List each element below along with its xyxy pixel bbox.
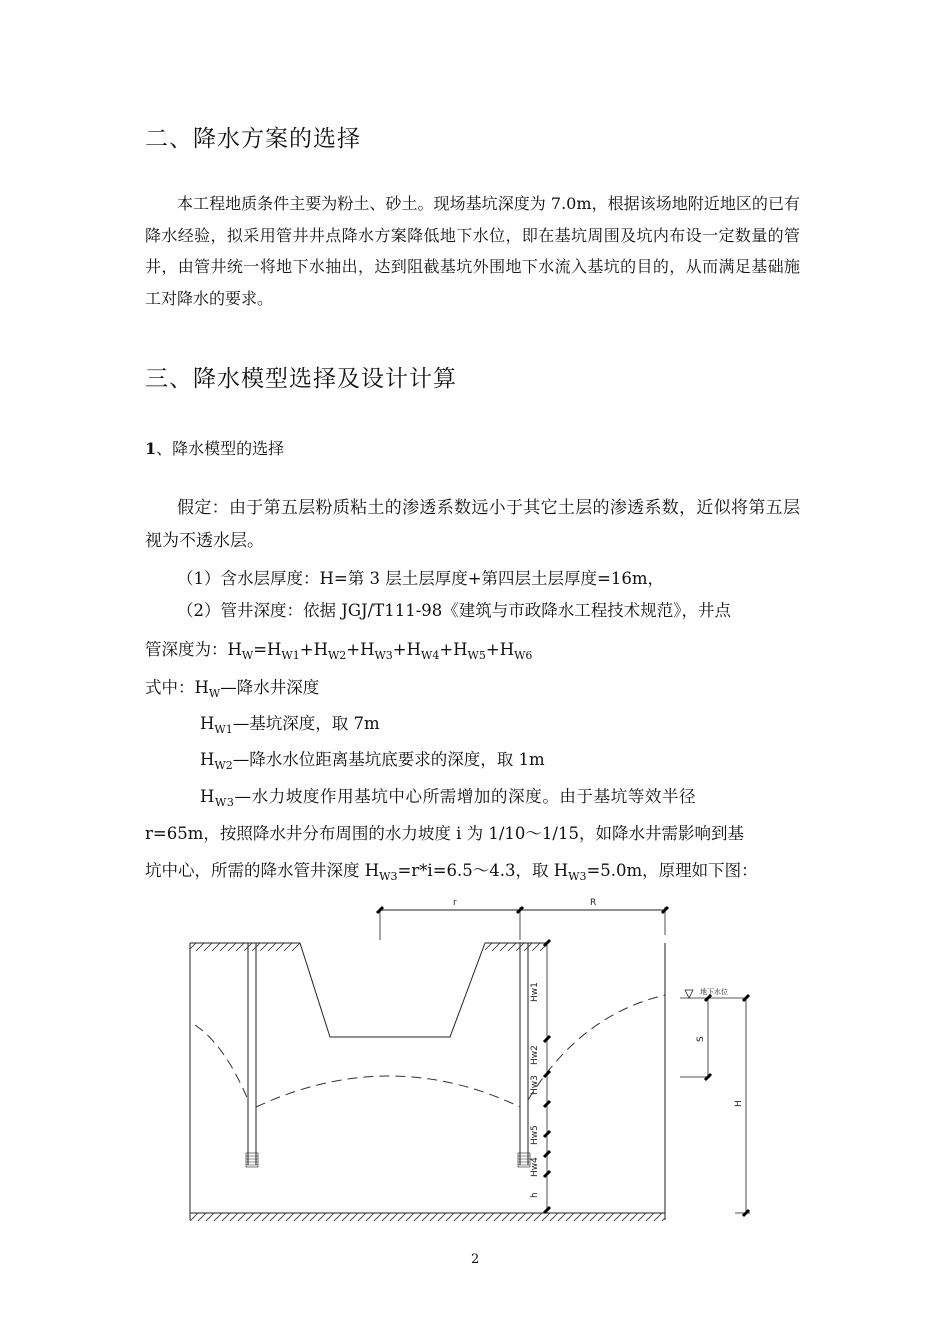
section2-body: 本工程地质条件主要为粉土、砂土。现场基坑深度为 7.0m，根据该场地附近地区的已有降水经验，拟采用管井井点降水方案降低地下水位，即在基坑周围及坑内布设一定数量的管井，由管井统一将地下水抽出，达到阻截基坑外围地下水流入基坑的目的，从而满足基础施工对降水的要求。	[145, 194, 800, 308]
hw1-line: $H_{W1}—$基坑深度，取 7m	[200, 714, 380, 736]
label-hw3: Hw3	[530, 1075, 540, 1095]
where-hw-line: 式中：$H_W—$降水井深度	[145, 678, 320, 700]
item2-line1: （2）管井深度：依据 JGJ/T111-98《建筑与市政降水工程技术规范》，井点	[177, 601, 732, 620]
label-hw4: Hw4	[530, 1157, 540, 1177]
hw3-desc: —水力坡度作用基坑中心所需增加的深度。由于基坑等效半径	[234, 787, 697, 806]
hw-desc: —降水井深度	[220, 678, 320, 697]
item1-aquifer-thickness: （1）含水层厚度：H=第 3 层土层厚度+第四层土层厚度=16m，	[177, 569, 664, 588]
subsection1-title	[145, 436, 284, 459]
hw3-line1: $H_{W3}—$水力坡度作用基坑中心所需增加的深度。由于基坑等效半径	[200, 787, 697, 809]
drawdown-curve-right	[528, 995, 665, 1100]
drawdown-curve-left	[195, 1025, 248, 1100]
impermeable-layer-hatch	[190, 1213, 665, 1221]
formula: $H_W=H_{W1}+H_{W2}+H_{W3}+H_{W4}+H_{W5}+H_{W6}$	[227, 640, 533, 662]
well-depth-formula-line	[145, 636, 532, 660]
label-hw2: Hw2	[530, 1045, 540, 1065]
well-depth-dimensions	[530, 940, 550, 1213]
dimension-r-R	[377, 898, 668, 940]
ground-hatch-right	[485, 943, 545, 951]
hw2-line: $H_{W2}—$降水水位距离基坑底要求的深度，取 1m	[200, 750, 545, 772]
assumption-text: 假定：由于第五层粉质粘土的渗透系数远小于其它土层的渗透系数，近似将第五层视为不透水层。	[145, 498, 800, 551]
water-table-marker	[680, 987, 750, 1216]
label-hw1: Hw1	[530, 982, 540, 1002]
section2-paragraph	[145, 188, 800, 314]
drawdown-curve-center	[256, 1076, 520, 1107]
pit-outline	[300, 943, 485, 1037]
section2-heading: 二、降水方案的选择	[145, 126, 361, 152]
label-H: H	[734, 1100, 744, 1107]
label-h: h	[530, 1192, 540, 1198]
formula-prefix: 管深度为：	[145, 640, 228, 659]
section3-heading: 三、降水模型选择及设计计算	[145, 366, 457, 392]
well-right	[518, 943, 530, 1167]
label-hw5: Hw5	[530, 1125, 540, 1145]
page-number: 2	[471, 1252, 480, 1267]
hw1-desc: —基坑深度，取 7m	[232, 714, 380, 733]
subsection1-number: 1	[145, 439, 157, 458]
label-water-table: 地下水位	[700, 988, 728, 996]
label-r: r	[453, 898, 457, 908]
hw3-line3: 坑中心，所需的降水管井深度 $H_{W3}=r*i=6.5\sim 4.3$，取 $H_{W3}=5.0m$，原理如下图：	[145, 861, 758, 883]
subsection1-label: 、降水模型的选择	[156, 439, 285, 458]
dewatering-principle-diagram	[180, 895, 760, 1235]
label-R: R	[590, 898, 597, 908]
hw3-line2: r=65m，按照降水井分布周围的水力坡度 i 为 1/10～1/15，如降水井需影响到基	[145, 824, 744, 843]
well-left	[246, 943, 258, 1167]
hw2-desc: —降水水位距离基坑底要求的深度，取 1m	[232, 750, 545, 769]
label-S: S	[696, 1036, 706, 1042]
assumption-block	[145, 492, 800, 558]
ground-hatch-left	[190, 943, 300, 951]
